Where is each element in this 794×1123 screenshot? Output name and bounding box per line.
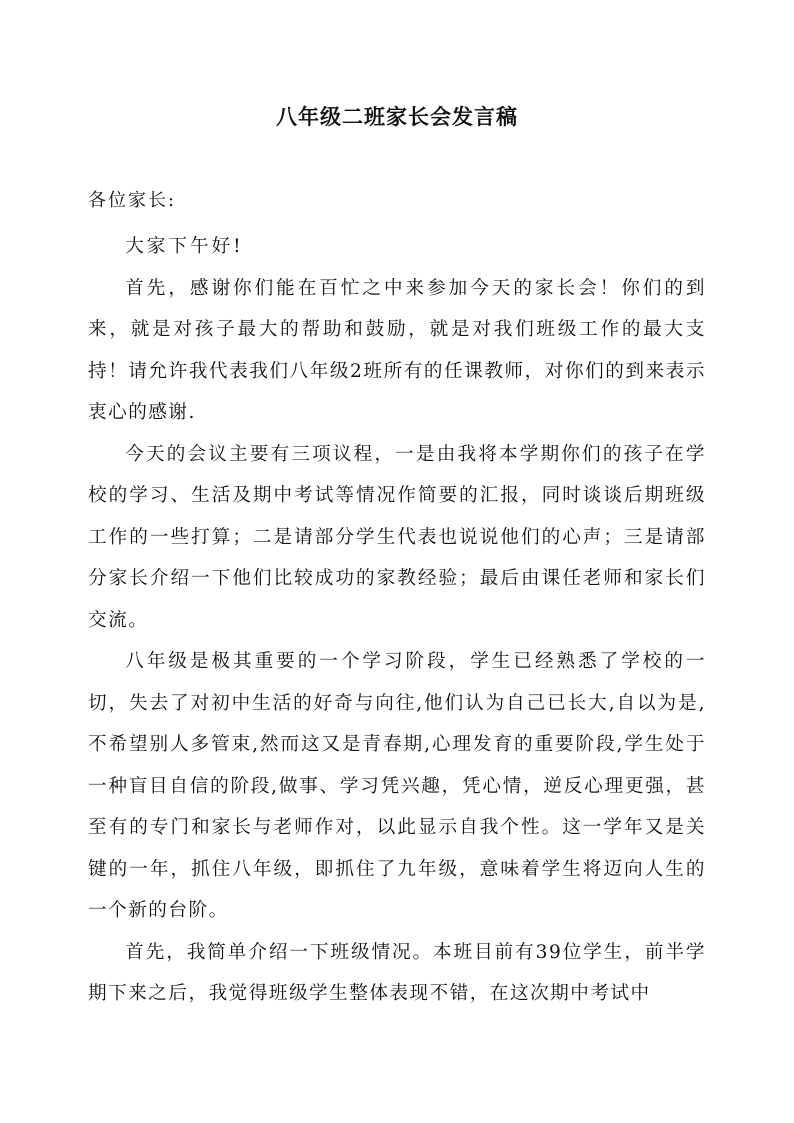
greeting-line: 各位家长: — [88, 190, 177, 211]
document-title: 八年级二班家长会发言稿 — [276, 104, 518, 129]
paragraph-thanks: 首先，感谢你们能在百忙之中来参加今天的家长会！你们的到来，就是对孩子最大的帮助和鼓励，就是对我们班级工作的最大支持！请允许我代表我们八年级2班所有的任课教师，对你们的到来表示衷心的感谢. — [88, 277, 706, 423]
document-body — [88, 226, 706, 1015]
paragraph-class-intro: 首先，我简单介绍一下班级情况。本班目前有39位学生，前半学期下来之后，我觉得班级学生整体表现不错，在这次期中考试中 — [88, 941, 706, 1004]
paragraph-agenda: 今天的会议主要有三项议程，一是由我将本学期你们的孩子在学校的学习、生活及期中考试等情况作简要的汇报，同时谈谈后期班级工作的一些打算；二是请部分学生代表也说说他们的心声；三是请部分家长介绍一下他们比较成功的家教经验；最后由课任老师和家长们交流。 — [88, 443, 706, 631]
paragraph-salutation: 大家下午好! — [125, 236, 244, 257]
paragraph-grade-eight: 八年级是极其重要的一个学习阶段，学生已经熟悉了学校的一切，失去了对初中生活的好奇与向往,他们认为自己已长大,自以为是,不希望别人多管束,然而这又是青春期,心理发育的重要阶段,学生处于一种盲目自信的阶段,做事、学习凭兴趣，凭心情，逆反心理更强，甚至有的专门和家长与老师作对，以此显示自我个性。这一学年又是关键的一年，抓住八年级，即抓住了九年级，意味着学生将迈向人生的一个新的台阶。 — [88, 651, 706, 921]
